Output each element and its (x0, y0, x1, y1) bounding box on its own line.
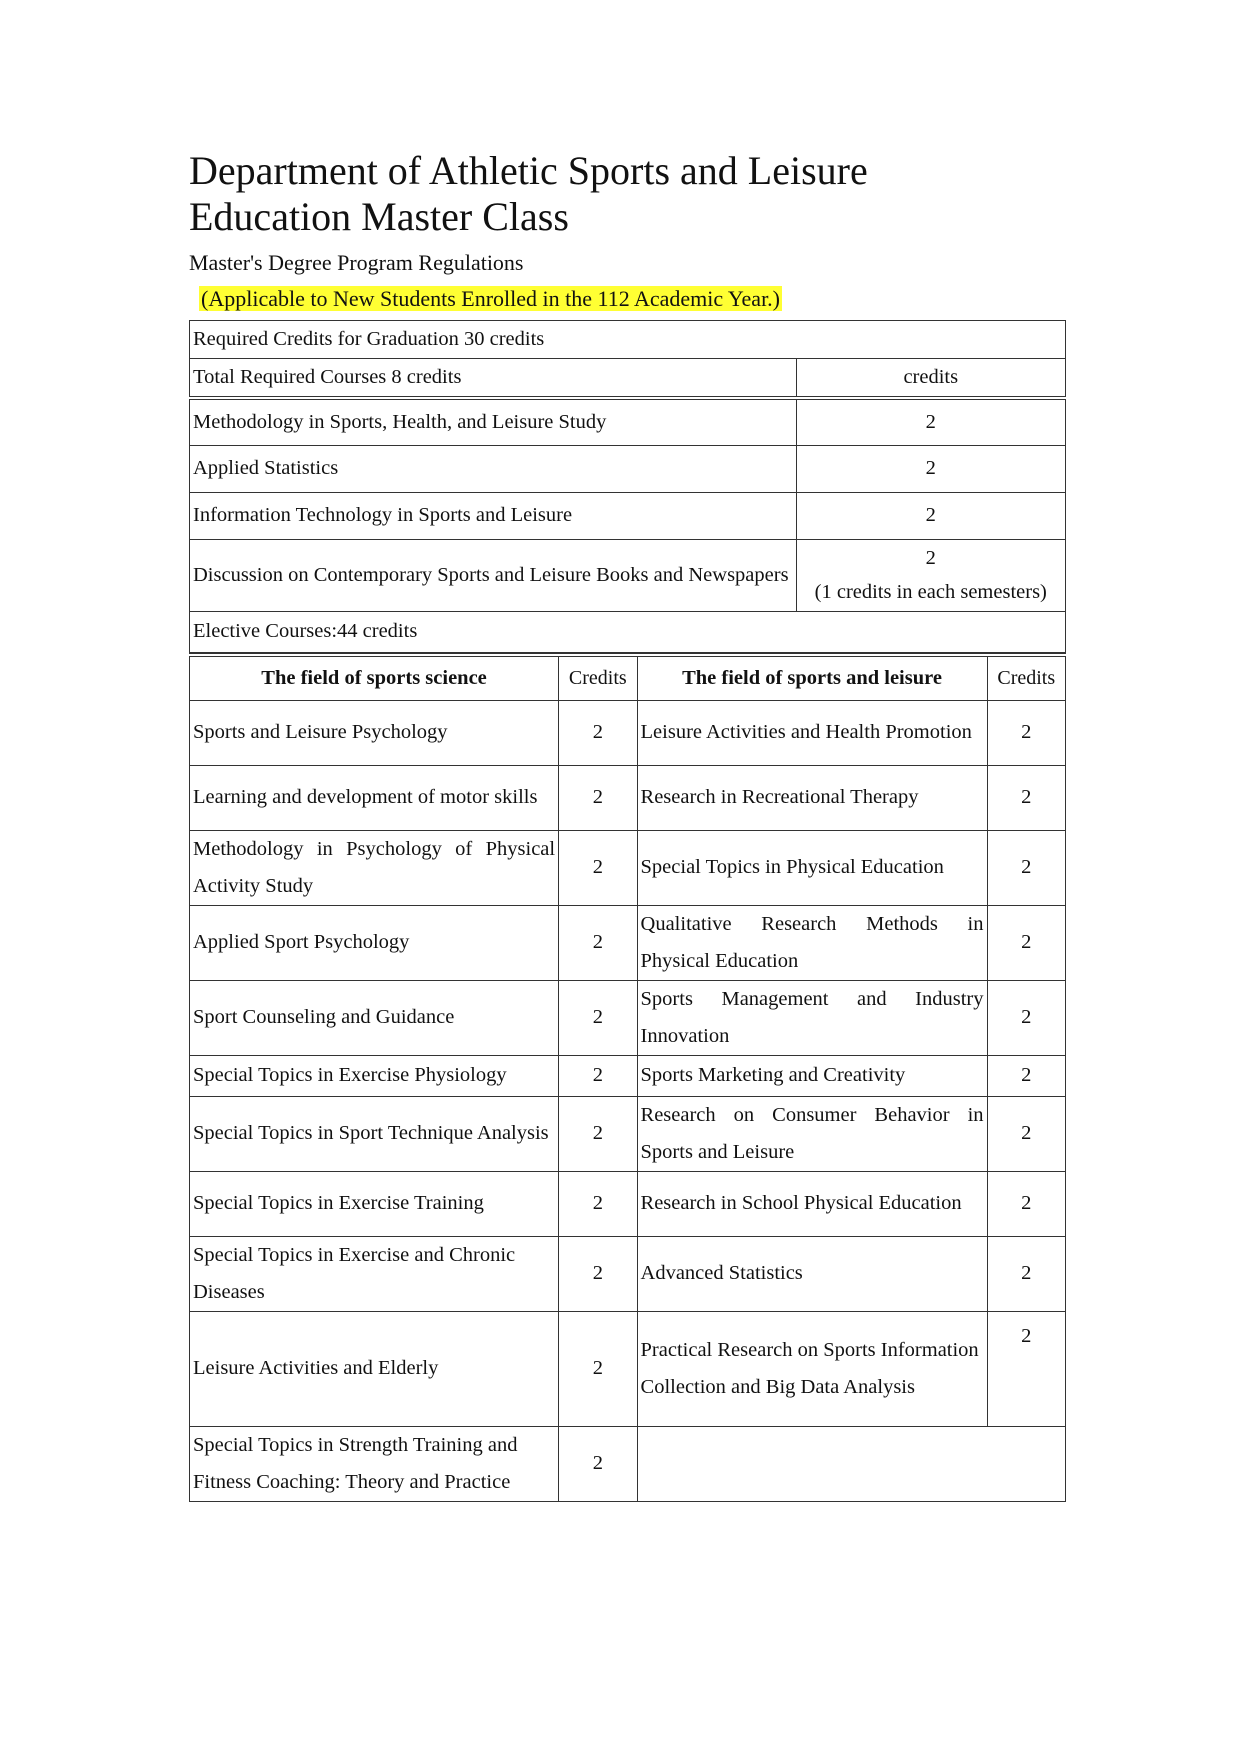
science-course: Leisure Activities and Elderly (190, 1311, 559, 1426)
required-courses-label: Total Required Courses 8 credits (190, 359, 797, 399)
science-credits: 2 (559, 1096, 637, 1171)
leisure-course: Sports Management and Industry Innovation (637, 980, 987, 1055)
science-credits: 2 (559, 980, 637, 1055)
highlight-note-text: (Applicable to New Students Enrolled in the 112 Academic Year.) (201, 286, 781, 311)
science-credits-header: Credits (559, 655, 637, 701)
leisure-credits: 2 (987, 700, 1065, 765)
science-course: Special Topics in Exercise Training (190, 1171, 559, 1236)
discussion-credits-note: (1 credits in each semesters) (814, 581, 1047, 603)
subtitle: Master's Degree Program Regulations (189, 250, 524, 275)
document-page (189, 148, 1064, 1502)
leisure-credits: 2 (987, 1171, 1065, 1236)
required-course-credits: 2 (796, 398, 1065, 445)
required-credits-table (189, 320, 1066, 653)
required-course-name: Applied Statistics (190, 445, 797, 492)
science-credits: 2 (559, 830, 637, 905)
required-course-credits: 2 (796, 492, 1065, 539)
leisure-credits: 2 (987, 1055, 1065, 1096)
table-row (190, 1055, 1066, 1096)
leisure-course: Research in Recreational Therapy (637, 765, 987, 830)
leisure-field-header: The field of sports and leisure (637, 655, 987, 701)
science-course: Special Topics in Exercise Physiology (190, 1055, 559, 1096)
highlight-note (189, 284, 1064, 314)
elective-courses-table (189, 653, 1066, 1502)
title-line-2: Education Master Class (189, 194, 569, 239)
leisure-credits: 2 (987, 905, 1065, 980)
table-row (190, 1096, 1066, 1171)
science-course: Sport Counseling and Guidance (190, 980, 559, 1055)
leisure-credits: 2 (987, 1311, 1065, 1426)
table-row (190, 830, 1066, 905)
science-credits: 2 (559, 765, 637, 830)
leisure-course: Leisure Activities and Health Promotion (637, 700, 987, 765)
science-credits: 2 (559, 1055, 637, 1096)
required-course-name: Information Technology in Sports and Leisure (190, 492, 797, 539)
leisure-course: Qualitative Research Methods in Physical Education (637, 905, 987, 980)
science-course: Special Topics in Exercise and Chronic Diseases (190, 1236, 559, 1311)
science-credits: 2 (559, 700, 637, 765)
required-course-name: Discussion on Contemporary Sports and Leisure Books and Newspapers (190, 539, 797, 611)
required-course-name: Methodology in Sports, Health, and Leisure Study (190, 398, 797, 445)
table-row (190, 1426, 1066, 1501)
required-course-credits (796, 539, 1065, 611)
leisure-course: Research on Consumer Behavior in Sports and Leisure (637, 1096, 987, 1171)
science-credits: 2 (559, 1426, 637, 1501)
table-row (190, 1311, 1066, 1426)
leisure-course: Research in School Physical Education (637, 1171, 987, 1236)
discussion-credits: 2 (925, 547, 936, 569)
science-course: Sports and Leisure Psychology (190, 700, 559, 765)
leisure-credits: 2 (987, 765, 1065, 830)
graduation-credits: Required Credits for Graduation 30 credits (190, 321, 1066, 359)
table-row (190, 980, 1066, 1055)
required-course-credits: 2 (796, 445, 1065, 492)
science-credits: 2 (559, 1171, 637, 1236)
empty-cell (637, 1426, 1065, 1501)
science-course: Special Topics in Strength Training and Fitness Coaching: Theory and Practice (190, 1426, 559, 1501)
leisure-credits-header: Credits (987, 655, 1065, 701)
table-row (190, 700, 1066, 765)
leisure-course: Sports Marketing and Creativity (637, 1055, 987, 1096)
leisure-course: Advanced Statistics (637, 1236, 987, 1311)
elective-courses-label: Elective Courses:44 credits (190, 611, 1066, 652)
table-row (190, 765, 1066, 830)
table-row (190, 905, 1066, 980)
science-course: Learning and development of motor skills (190, 765, 559, 830)
leisure-credits: 2 (987, 1096, 1065, 1171)
science-field-header: The field of sports science (190, 655, 559, 701)
table-row (190, 1236, 1066, 1311)
document-title (189, 148, 1064, 240)
leisure-course: Special Topics in Physical Education (637, 830, 987, 905)
leisure-course: Practical Research on Sports Information Collection and Big Data Analysis (637, 1311, 987, 1426)
leisure-credits: 2 (987, 980, 1065, 1055)
leisure-credits: 2 (987, 830, 1065, 905)
science-credits: 2 (559, 1311, 637, 1426)
science-credits: 2 (559, 1236, 637, 1311)
title-line-1: Department of Athletic Sports and Leisure (189, 148, 868, 193)
science-course: Special Topics in Sport Technique Analysis (190, 1096, 559, 1171)
leisure-credits: 2 (987, 1236, 1065, 1311)
credits-header: credits (796, 359, 1065, 399)
science-course: Methodology in Psychology of Physical Activity Study (190, 830, 559, 905)
table-row (190, 1171, 1066, 1236)
science-course: Applied Sport Psychology (190, 905, 559, 980)
science-credits: 2 (559, 905, 637, 980)
